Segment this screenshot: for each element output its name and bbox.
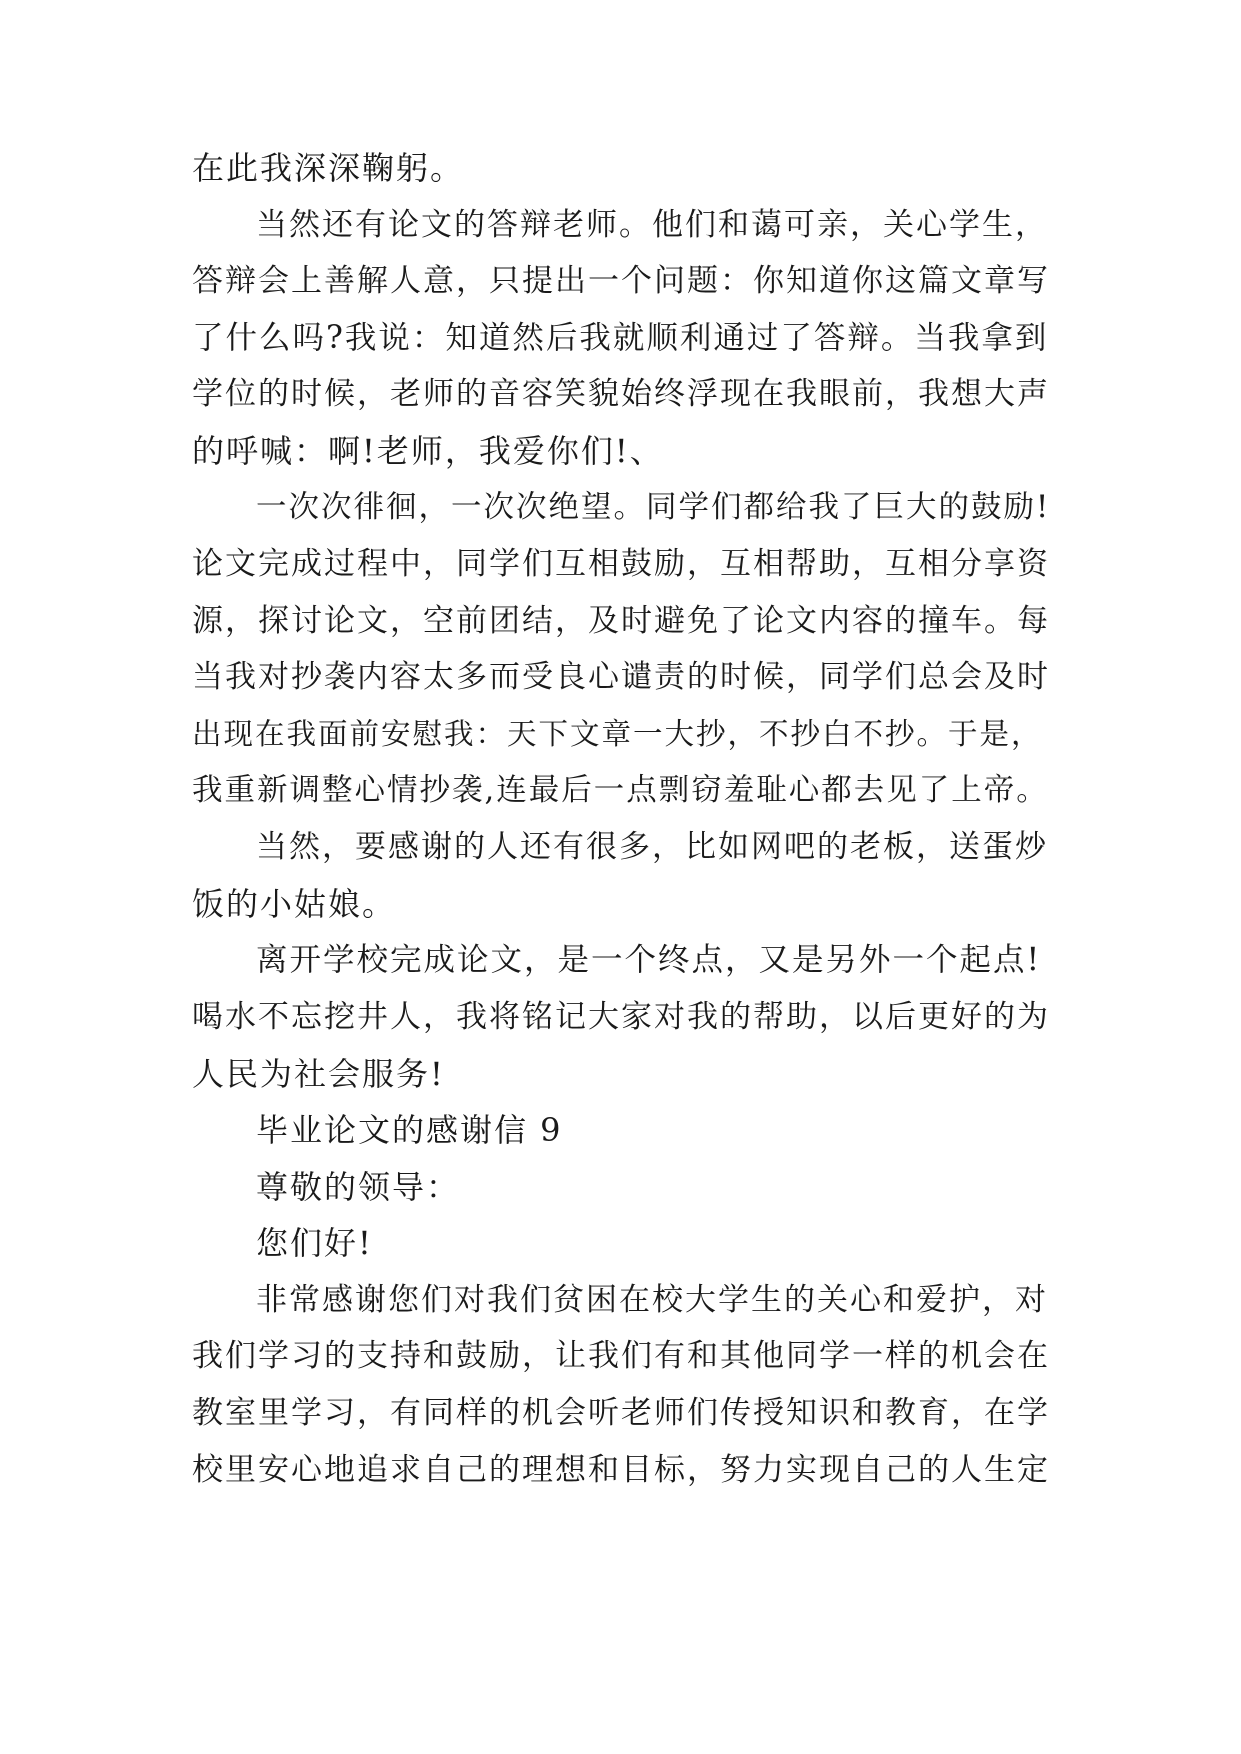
text-line: 非常感谢您们对我们贫困在校大学生的关心和爱护，对 <box>256 1281 1048 1318</box>
text-line: 教室里学习，有同样的机会听老师们传授知识和教育，在学 <box>192 1395 1050 1432</box>
text-line: 我们学习的支持和鼓励，让我们有和其他同学一样的机会在 <box>192 1338 1050 1375</box>
section-heading: 毕业论文的感谢信 9 <box>256 1111 563 1150</box>
text-line: 源，探讨论文，空前团结，及时避免了论文内容的撞车。每 <box>192 602 1050 639</box>
salutation: 尊敬的领导： <box>256 1167 461 1206</box>
text-line: 离开学校完成论文，是一个终点，又是另外一个起点! <box>256 942 1042 979</box>
text-line: 人民为社会服务! <box>192 1054 445 1093</box>
text-line: 学位的时候，老师的音容笑貌始终浮现在我眼前，我想大声 <box>192 376 1050 413</box>
text-line: 的呼喊：啊!老师，我爱你们!、 <box>192 431 664 470</box>
text-line: 一次次徘徊，一次次绝望。同学们都给我了巨大的鼓励! <box>256 489 1051 525</box>
text-line: 当然，要感谢的人还有很多，比如网吧的老板，送蛋炒 <box>256 829 1048 866</box>
text-line: 论文完成过程中，同学们互相鼓励，互相帮助，互相分享资 <box>192 546 1050 583</box>
text-line: 答辩会上善解人意，只提出一个问题：你知道你这篇文章写 <box>192 263 1050 300</box>
text-line: 校里安心地追求自己的理想和目标，努力实现自己的人生定 <box>192 1451 1050 1488</box>
text-line: 喝水不忘挖井人，我将铭记大家对我的帮助，以后更好的为 <box>192 998 1050 1035</box>
text-line: 出现在我面前安慰我：天下文章一大抄，不抄白不抄。于是， <box>192 716 1043 751</box>
text-line: 在此我深深鞠躬。 <box>192 149 465 187</box>
text-line: 饭的小姑娘。 <box>192 884 397 923</box>
document-body <box>192 140 1050 1498</box>
text-line: 了什么吗?我说：知道然后我就顺利通过了答辩。当我拿到 <box>192 319 1049 356</box>
text-line: 当我对抄袭内容太多而受良心谴责的时候，同学们总会及时 <box>192 659 1050 696</box>
text-line: 我重新调整心情抄袭,连最后一点剽窃羞耻心都去见了上帝。 <box>192 772 1049 808</box>
text-line: 当然还有论文的答辩老师。他们和蔼可亲，关心学生， <box>256 206 1048 243</box>
greeting: 您们好! <box>256 1224 373 1263</box>
